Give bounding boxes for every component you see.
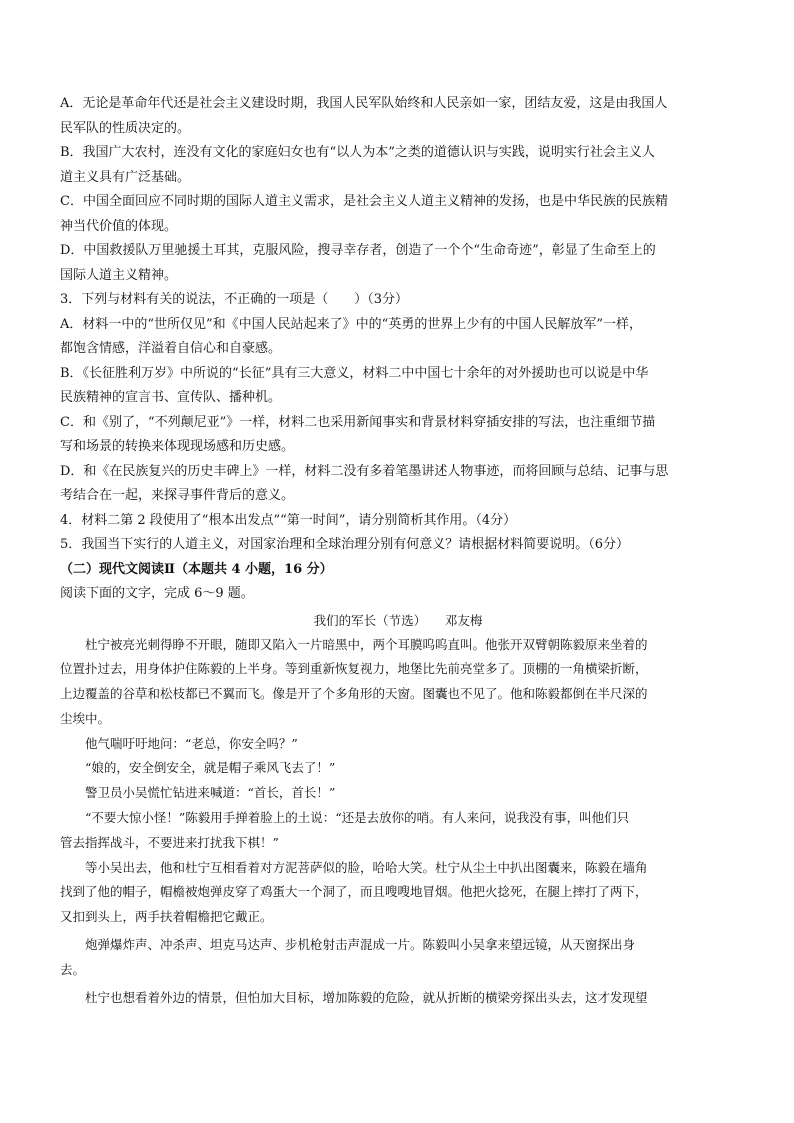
article-line: 管去指挥战斗，不要进来打扰我下棋！”	[60, 834, 279, 850]
article-line: 等小吴出去，他和杜宁互相看着对方泥菩萨似的脸，哈哈大笑。杜宁从尘土中扒出图囊来，陈毅在墙角	[85, 859, 648, 875]
text-line: C．中国全面回应不同时期的国际人道主义需求，是社会主义人道主义精神的发扬，也是中华民族的民族精	[60, 194, 668, 209]
text-line: A．无论是革命年代还是社会主义建设时期，我国人民军队始终和人民亲如一家，团结友爱，这是由我国人	[60, 96, 668, 111]
article-line: “娘的，安全倒安全，就是帽子乘风飞去了！”	[85, 760, 336, 776]
text-line: 道主义具有广泛基础。	[60, 169, 191, 185]
question-4: 4．材料二第 2 段使用了“根本出发点”“第一时间”，请分别简析其作用。（4分）	[60, 512, 517, 528]
section-heading: （二）现代文阅读Ⅱ（本题共 4 小题，16 分）	[60, 561, 333, 577]
article-line: 位置扑过去，用身体护住陈毅的上半身。等到重新恢复视力，地堡比先前亮堂多了。顶棚的一角横梁折断，	[60, 661, 648, 677]
text-line: 国际人道主义精神。	[60, 267, 178, 283]
text-line: C．和《别了，“不列颠尼亚”》一样，材料二也采用新闻事实和背景材料穿插安排的写法，也注重细节描	[60, 414, 656, 430]
article-line: 找到了他的帽子，帽檐被炮弹皮穿了鸡蛋大一个洞了，而且嗖嗖地冒烟。他把火捻死，在腿上摔打了两下，	[60, 884, 648, 900]
text-line: 民族精神的宣言书、宣传队、播种机。	[60, 390, 282, 405]
document-page	[60, 92, 736, 1010]
text-line: B．《长征胜利万岁》中所说的“长征”具有三大意义，材料二中中国七十余年的对外援助也可以说是中华	[60, 365, 649, 381]
article-line: 上边覆盖的谷草和松枝都已不翼而飞。像是开了个多角形的天窗。图囊也不见了。他和陈毅都倒在半尺深的	[60, 686, 648, 702]
article-line: 又扣到头上，两手扶着帽檐把它戴正。	[60, 909, 273, 925]
article-line: 他气喘吁吁地问：“老总，你安全吗？”	[85, 735, 298, 751]
article-line: “不要大惊小怪！”陈毅用手掸着脸上的土说：“还是去放你的哨。有人来问，说我没有事，叫他们只	[85, 810, 630, 826]
question-5: 5．我国当下实行的人道主义，对国家治理和全球治理分别有何意义？请根据材料简要说明。（6分）	[60, 537, 630, 552]
article-line: 杜宁也想看着外边的情景，但怕加大目标，增加陈毅的危险，就从折断的横梁旁探出头去，这才发现望	[85, 989, 648, 1005]
question-3: 3．下列与材料有关的说法，不正确的一项是（ ）（3分）	[60, 292, 409, 307]
text-line: D．和《在民族复兴的历史丰碑上》一样，材料二没有多着笔墨讲述人物事迹，而将回顾与总结、记事与思	[60, 463, 669, 479]
text-line: D．中国救援队万里驰援土耳其，克服风险，搜寻幸存者，创造了一个个“生命奇迹”，彰显了生命至上的	[60, 243, 656, 258]
article-line: 尘埃中。	[60, 710, 111, 726]
text-line: 都饱含情感，洋溢着自信心和自豪感。	[60, 341, 282, 356]
article-line: 警卫员小吴慌忙钻进来喊道：“首长，首长！”	[85, 785, 336, 801]
article-body	[60, 633, 736, 1011]
reading-instruction: 阅读下面的文字，完成 6～9 题。	[60, 586, 254, 601]
text-line: B．我国广大农村，连没有文化的家庭妇女也有“以人为本”之类的道德认识与实践，说明实行社会主义人	[60, 145, 655, 160]
text-line: 考结合在一起，来探寻事件背后的意义。	[60, 488, 295, 503]
article-line: 去。	[60, 961, 86, 977]
article-line: 杜宁被亮光刺得睁不开眼，随即又陷入一片暗黑中，两个耳膜呜呜直叫。他张开双臂朝陈毅原来坐着的	[85, 636, 648, 652]
article-line: 炮弹爆炸声、冲杀声、坦克马达声、步机枪射击声混成一片。陈毅叫小吴拿来望远镜，从天窗探出身	[85, 937, 636, 953]
question-options-block	[60, 92, 736, 558]
text-line: 神当代价值的体现。	[60, 218, 178, 234]
text-line: A．材料一中的“世所仅见”和《中国人民站起来了》中的“英勇的世界上少有的中国人民解放军”一样，	[60, 316, 642, 332]
text-line: 民军队的性质决定的。	[60, 120, 191, 136]
article-title: 我们的军长（节选） 邓友梅	[313, 612, 483, 628]
text-line: 写和场景的转换来体现现场感和历史感。	[60, 439, 295, 454]
